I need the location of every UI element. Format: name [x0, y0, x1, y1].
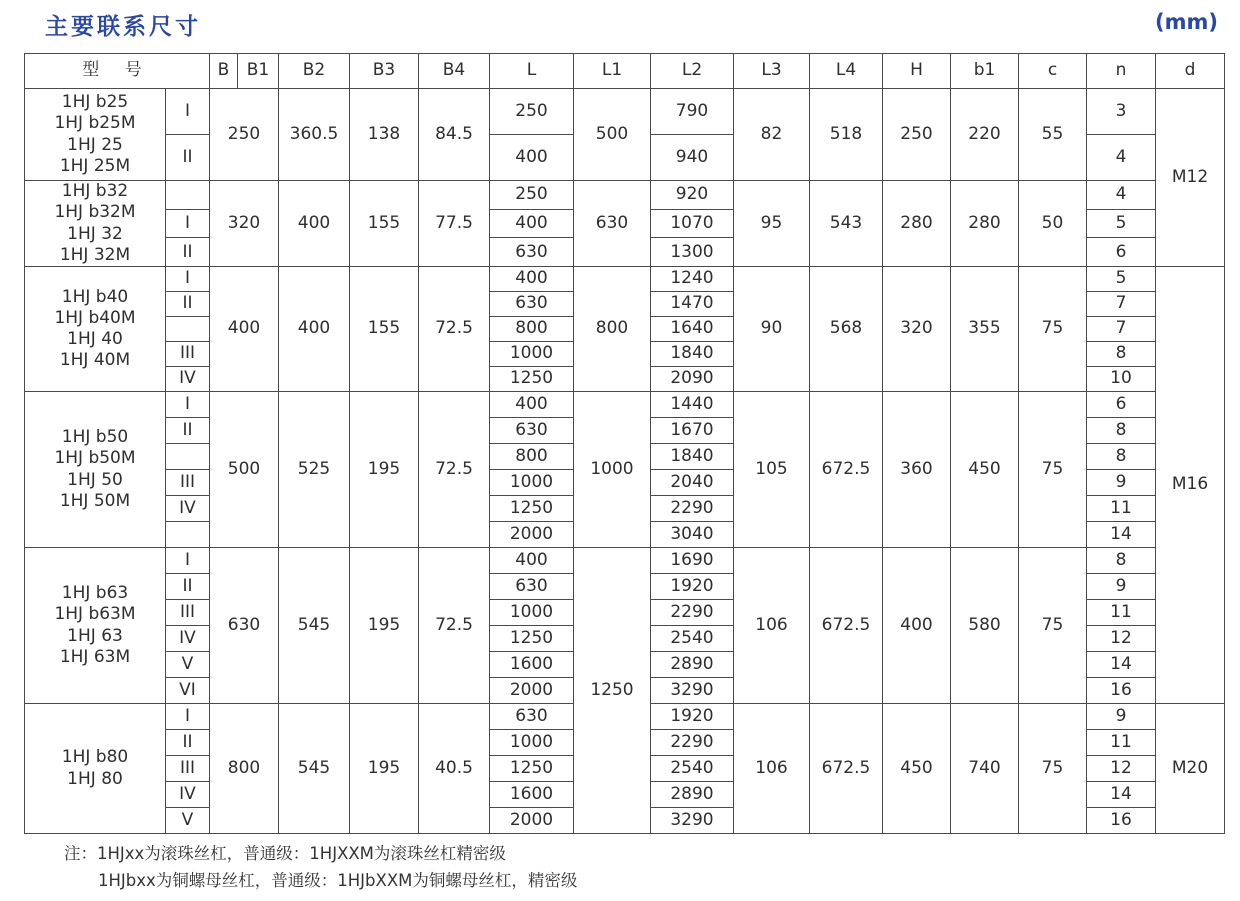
cell-L2: 1240	[651, 267, 734, 292]
table-row	[25, 89, 1225, 135]
cell-B2: 400	[279, 267, 350, 392]
cell-sub: IV	[166, 496, 210, 522]
cell-L: 250	[490, 181, 574, 210]
table-body	[25, 89, 1225, 834]
cell-sub: IV	[166, 626, 210, 652]
cell-n: 11	[1087, 600, 1156, 626]
cell-n: 16	[1087, 808, 1156, 834]
cell-model: 1HJ b25 1HJ b25M 1HJ 25 1HJ 25M	[25, 89, 166, 181]
cell-sub: II	[166, 418, 210, 444]
cell-L2: 790	[651, 89, 734, 135]
cell-b1: 220	[951, 89, 1019, 181]
cell-L2: 940	[651, 135, 734, 181]
cell-L2: 3290	[651, 808, 734, 834]
cell-L2: 1840	[651, 444, 734, 470]
cell-d: M12	[1156, 89, 1225, 267]
cell-L2: 920	[651, 181, 734, 210]
cell-n: 8	[1087, 342, 1156, 367]
cell-B: 800	[210, 704, 279, 834]
cell-n: 7	[1087, 292, 1156, 317]
cell-sub: I	[166, 704, 210, 730]
dimension-table	[24, 53, 1225, 834]
cell-L2: 2290	[651, 730, 734, 756]
cell-sub	[166, 522, 210, 548]
cell-H: 320	[883, 267, 951, 392]
cell-n: 9	[1087, 574, 1156, 600]
column-header-B: B	[210, 54, 238, 89]
note-line-1: 注：1HJxx为滚珠丝杠，普通级：1HJXXM为滚珠丝杠精密级	[64, 844, 506, 863]
cell-n: 12	[1087, 756, 1156, 782]
cell-L1: 1250	[574, 548, 651, 834]
cell-c: 55	[1019, 89, 1087, 181]
column-header-model: 型 号	[25, 54, 210, 89]
cell-sub: II	[166, 730, 210, 756]
cell-L3: 90	[734, 267, 810, 392]
cell-n: 8	[1087, 418, 1156, 444]
cell-d: M16	[1156, 267, 1225, 704]
cell-b1: 355	[951, 267, 1019, 392]
cell-sub: III	[166, 600, 210, 626]
cell-c: 75	[1019, 704, 1087, 834]
cell-B: 320	[210, 181, 279, 267]
cell-L1: 1000	[574, 392, 651, 548]
cell-L: 1250	[490, 756, 574, 782]
cell-L1: 800	[574, 267, 651, 392]
cell-L: 800	[490, 444, 574, 470]
cell-L: 1250	[490, 367, 574, 392]
cell-B3: 195	[350, 548, 419, 704]
cell-L2: 2890	[651, 782, 734, 808]
cell-L: 2000	[490, 808, 574, 834]
cell-B4: 84.5	[419, 89, 490, 181]
cell-sub	[166, 317, 210, 342]
cell-n: 5	[1087, 267, 1156, 292]
cell-n: 14	[1087, 522, 1156, 548]
cell-sub	[166, 181, 210, 210]
cell-sub: III	[166, 470, 210, 496]
table-row	[25, 267, 1225, 292]
cell-L2: 2090	[651, 367, 734, 392]
column-header-B2: B2	[279, 54, 350, 89]
cell-L4: 672.5	[810, 704, 883, 834]
cell-L: 630	[490, 704, 574, 730]
cell-sub: I	[166, 89, 210, 135]
cell-L: 250	[490, 89, 574, 135]
cell-L4: 568	[810, 267, 883, 392]
cell-c: 50	[1019, 181, 1087, 267]
cell-L: 1600	[490, 652, 574, 678]
cell-H: 250	[883, 89, 951, 181]
cell-model: 1HJ b40 1HJ b40M 1HJ 40 1HJ 40M	[25, 267, 166, 392]
cell-B4: 72.5	[419, 392, 490, 548]
cell-n: 3	[1087, 89, 1156, 135]
cell-L2: 2540	[651, 626, 734, 652]
column-header-B3: B3	[350, 54, 419, 89]
cell-L: 400	[490, 267, 574, 292]
cell-L: 2000	[490, 522, 574, 548]
cell-B: 500	[210, 392, 279, 548]
cell-sub: I	[166, 392, 210, 418]
cell-L3: 82	[734, 89, 810, 181]
cell-L2: 3290	[651, 678, 734, 704]
cell-sub: IV	[166, 367, 210, 392]
cell-n: 14	[1087, 782, 1156, 808]
cell-B3: 195	[350, 704, 419, 834]
cell-B2: 545	[279, 548, 350, 704]
cell-sub: II	[166, 574, 210, 600]
column-header-L3: L3	[734, 54, 810, 89]
cell-model: 1HJ b32 1HJ b32M 1HJ 32 1HJ 32M	[25, 181, 166, 267]
cell-L2: 1470	[651, 292, 734, 317]
cell-L: 400	[490, 548, 574, 574]
cell-L2: 2290	[651, 600, 734, 626]
table-header	[25, 54, 1225, 89]
cell-sub: III	[166, 342, 210, 367]
cell-n: 4	[1087, 135, 1156, 181]
cell-B4: 77.5	[419, 181, 490, 267]
cell-B3: 155	[350, 181, 419, 267]
cell-c: 75	[1019, 392, 1087, 548]
cell-B2: 400	[279, 181, 350, 267]
cell-L: 2000	[490, 678, 574, 704]
cell-L: 1000	[490, 730, 574, 756]
cell-sub: I	[166, 548, 210, 574]
cell-sub: II	[166, 238, 210, 267]
cell-L: 1600	[490, 782, 574, 808]
cell-L: 400	[490, 209, 574, 238]
cell-model: 1HJ b80 1HJ 80	[25, 704, 166, 834]
cell-L: 630	[490, 574, 574, 600]
table-row	[25, 548, 1225, 574]
column-header-d: d	[1156, 54, 1225, 89]
cell-L2: 1840	[651, 342, 734, 367]
cell-n: 4	[1087, 181, 1156, 210]
cell-L3: 106	[734, 704, 810, 834]
cell-L4: 518	[810, 89, 883, 181]
cell-n: 14	[1087, 652, 1156, 678]
cell-B: 630	[210, 548, 279, 704]
cell-sub: II	[166, 135, 210, 181]
cell-L: 1000	[490, 342, 574, 367]
cell-n: 6	[1087, 238, 1156, 267]
cell-L3: 95	[734, 181, 810, 267]
cell-n: 9	[1087, 470, 1156, 496]
cell-B2: 360.5	[279, 89, 350, 181]
cell-L: 630	[490, 418, 574, 444]
cell-n: 11	[1087, 496, 1156, 522]
column-header-L: L	[490, 54, 574, 89]
column-header-L1: L1	[574, 54, 651, 89]
cell-sub: II	[166, 292, 210, 317]
cell-L2: 1070	[651, 209, 734, 238]
cell-B4: 72.5	[419, 548, 490, 704]
cell-n: 12	[1087, 626, 1156, 652]
page-title: 主要联系尺寸	[45, 14, 201, 40]
cell-L1: 630	[574, 181, 651, 267]
cell-H: 280	[883, 181, 951, 267]
column-header-L4: L4	[810, 54, 883, 89]
cell-L2: 2890	[651, 652, 734, 678]
unit-label: (mm)	[1155, 10, 1218, 34]
cell-n: 8	[1087, 444, 1156, 470]
column-header-B4: B4	[419, 54, 490, 89]
cell-n: 16	[1087, 678, 1156, 704]
cell-L2: 1440	[651, 392, 734, 418]
cell-sub: IV	[166, 782, 210, 808]
cell-L: 400	[490, 135, 574, 181]
column-header-n: n	[1087, 54, 1156, 89]
cell-L: 630	[490, 292, 574, 317]
cell-L4: 543	[810, 181, 883, 267]
cell-B4: 72.5	[419, 267, 490, 392]
cell-L2: 1920	[651, 704, 734, 730]
cell-c: 75	[1019, 267, 1087, 392]
cell-L: 400	[490, 392, 574, 418]
cell-b1: 740	[951, 704, 1019, 834]
cell-L3: 105	[734, 392, 810, 548]
cell-n: 7	[1087, 317, 1156, 342]
cell-L: 800	[490, 317, 574, 342]
cell-c: 75	[1019, 548, 1087, 704]
cell-L: 1250	[490, 496, 574, 522]
cell-d: M20	[1156, 704, 1225, 834]
table-row	[25, 392, 1225, 418]
cell-L2: 1670	[651, 418, 734, 444]
cell-L2: 2040	[651, 470, 734, 496]
cell-L2: 1920	[651, 574, 734, 600]
cell-L: 630	[490, 238, 574, 267]
cell-sub: I	[166, 267, 210, 292]
cell-L1: 500	[574, 89, 651, 181]
cell-B4: 40.5	[419, 704, 490, 834]
column-header-B1: B1	[238, 54, 279, 89]
cell-sub: VI	[166, 678, 210, 704]
cell-L2: 1690	[651, 548, 734, 574]
cell-L2: 3040	[651, 522, 734, 548]
cell-B3: 195	[350, 392, 419, 548]
cell-B3: 155	[350, 267, 419, 392]
cell-b1: 280	[951, 181, 1019, 267]
cell-L2: 1300	[651, 238, 734, 267]
cell-sub: V	[166, 808, 210, 834]
cell-B: 400	[210, 267, 279, 392]
cell-b1: 580	[951, 548, 1019, 704]
column-header-H: H	[883, 54, 951, 89]
table-row	[25, 181, 1225, 210]
cell-L3: 106	[734, 548, 810, 704]
cell-H: 400	[883, 548, 951, 704]
cell-model: 1HJ b63 1HJ b63M 1HJ 63 1HJ 63M	[25, 548, 166, 704]
cell-sub	[166, 444, 210, 470]
column-header-L2: L2	[651, 54, 734, 89]
cell-n: 9	[1087, 704, 1156, 730]
cell-B3: 138	[350, 89, 419, 181]
cell-L: 1000	[490, 470, 574, 496]
cell-sub: V	[166, 652, 210, 678]
column-header-b1: b1	[951, 54, 1019, 89]
cell-H: 450	[883, 704, 951, 834]
cell-L: 1250	[490, 626, 574, 652]
cell-sub: I	[166, 209, 210, 238]
column-header-c: c	[1019, 54, 1087, 89]
cell-n: 6	[1087, 392, 1156, 418]
cell-b1: 450	[951, 392, 1019, 548]
cell-B: 250	[210, 89, 279, 181]
cell-B2: 525	[279, 392, 350, 548]
cell-L4: 672.5	[810, 392, 883, 548]
note-line-2: 1HJbxx为铜螺母丝杠，普通级：1HJbXXM为铜螺母丝杠，精密级	[98, 871, 578, 890]
cell-sub: III	[166, 756, 210, 782]
cell-L2: 1640	[651, 317, 734, 342]
cell-H: 360	[883, 392, 951, 548]
cell-n: 8	[1087, 548, 1156, 574]
cell-n: 11	[1087, 730, 1156, 756]
footnotes	[64, 840, 577, 894]
cell-L: 1000	[490, 600, 574, 626]
cell-L2: 2540	[651, 756, 734, 782]
cell-model: 1HJ b50 1HJ b50M 1HJ 50 1HJ 50M	[25, 392, 166, 548]
cell-L2: 2290	[651, 496, 734, 522]
cell-n: 5	[1087, 209, 1156, 238]
cell-n: 10	[1087, 367, 1156, 392]
cell-L4: 672.5	[810, 548, 883, 704]
cell-B2: 545	[279, 704, 350, 834]
